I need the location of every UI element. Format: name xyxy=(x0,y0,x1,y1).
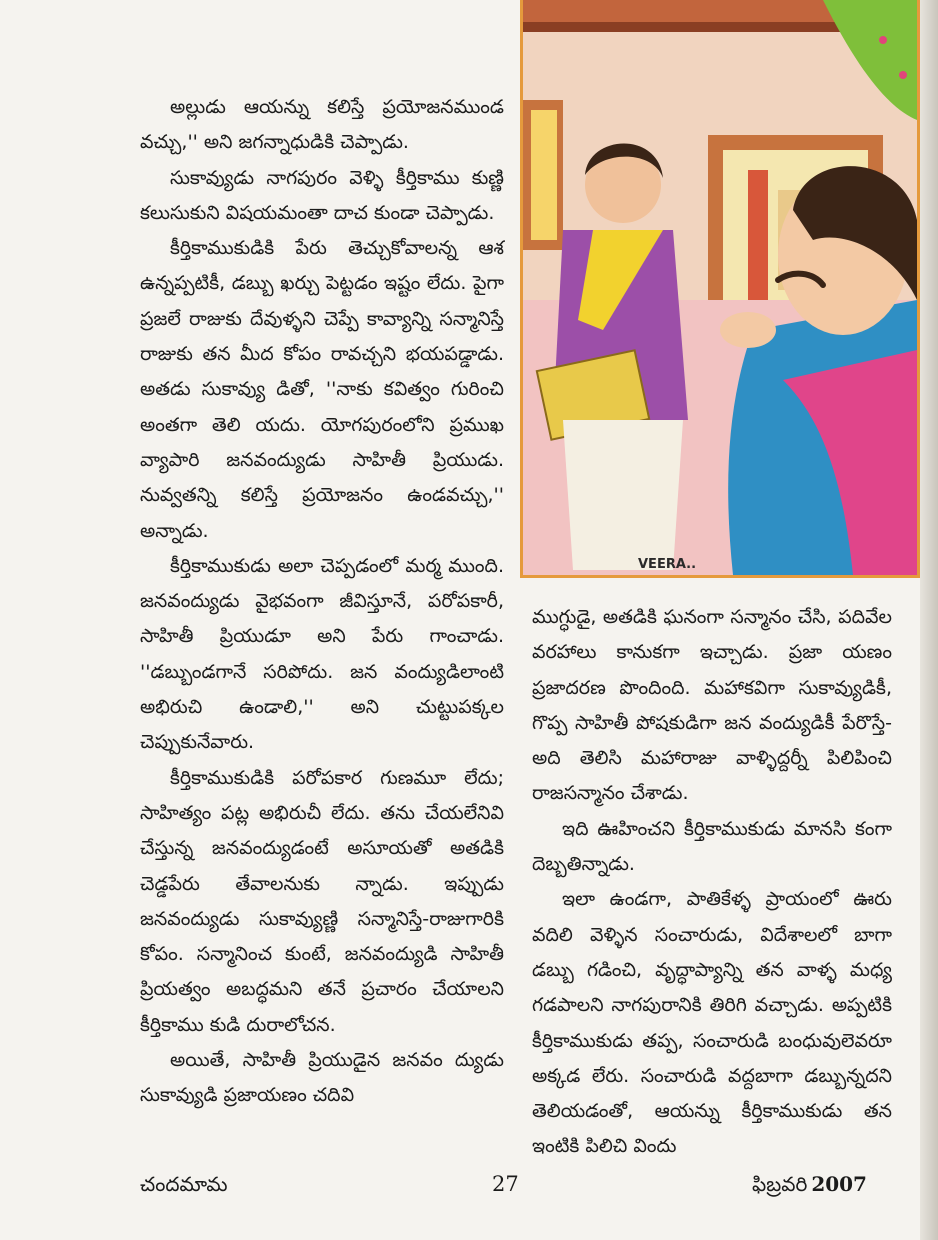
pillar xyxy=(748,170,768,310)
paragraph: అల్లుడు ఆయన్ను కలిస్తే ప్రయోజనముండ వచ్చు,'' అని జగన్నాధుడికి చెప్పాడు. xyxy=(140,96,504,154)
merchant-hand xyxy=(720,312,776,348)
poet-dhoti xyxy=(563,420,683,570)
issue-month: ఫిబ్రవరి xyxy=(752,1172,808,1196)
story-illustration xyxy=(520,0,920,578)
ceiling-beam xyxy=(523,0,843,22)
illustration-scene xyxy=(523,0,917,575)
page-edge-shadow xyxy=(920,0,938,1240)
paragraph: కీర్తికాముకుడికి పేరు తెచ్చుకోవాలన్న ఆశ ఉన్నప్పటికీ, డబ్బు ఖర్చు పెట్టడం ఇష్టం లేదు. పైగా ప్రజలే రాజుకు దేవుళ్ళని చెప్పే కావ్యాన్ని సన్మానిస్తే రాజుకు తన మీద కోపం రావచ్చని భయపడ్డాడు. అతడు సుకావ్యు డితో, ''నాకు కవిత్వం గురించి అంతగా తెలి యదు. యోగపురంలోని ప్రముఖ వ్యాపారి జనవంద్యుడు సాహితీ ప్రియుడు. నువ్వతన్ని కలిస్తే ప్రయోజనం ఉండవచ్చు,'' అన్నాడు. xyxy=(140,237,504,542)
paragraph: ఇది ఊహించని కీర్తికాముకుడు మానసి కంగా దెబ్బతిన్నాడు. xyxy=(532,817,892,876)
ceiling-beam-shadow xyxy=(523,22,843,32)
left-text-column xyxy=(140,90,504,1114)
window-pane xyxy=(531,110,557,240)
issue-date xyxy=(752,1172,867,1201)
paragraph: సుకావ్యుడు నాగపురం వెళ్ళి కీర్తికాము కుణ్ణి కలుసుకుని విషయమంతా దాచ కుండా చెప్పాడు. xyxy=(140,166,504,224)
paragraph: ముగ్ధుడై, అతడికి ఘనంగా సన్మానం చేసి, పదివేల వరహాలు కానుకగా ఇచ్చాడు. ప్రజా యణం ప్రజాదరణ పొందింది. మహాకవిగా సుకావ్యుడికీ, గొప్ప సాహితీ పోషకుడిగా జన వంద్యుడికీ పేరొస్తే-అది తెలిసి మహారాజు వాళ్ళిద్దర్నీ పిలిపించి రాజసన్మానం చేశాడు. xyxy=(532,606,892,805)
paragraph: కీర్తికాముకుడు అలా చెప్పడంలో మర్మ ముంది. జనవంద్యుడు వైభవంగా జీవిస్తూనే, పరోపకారీ, సాహితీ ప్రియుడూ అని పేరు గాంచాడు. ''డబ్బుండగానే సరిపోదు. జన వంద్యుడిలాంటి అభిరుచి ఉండాలి,'' అని చుట్టుపక్కల చెప్పుకునేవారు. xyxy=(140,554,504,754)
paragraph: అయితే, సాహితీ ప్రియుడైన జనవం ద్యుడు సుకావ్యుడి ప్రజాయణం చదివి xyxy=(140,1049,504,1107)
curtain-dot xyxy=(879,36,887,44)
right-text-column xyxy=(532,600,892,1165)
magazine-name: చందమామ xyxy=(140,1172,228,1196)
page-number: 27 xyxy=(492,1172,519,1196)
artist-signature: VEERA.. xyxy=(638,557,697,572)
curtain-dot xyxy=(899,71,907,79)
paragraph: కీర్తికాముకుడికి పరోపకార గుణమూ లేదు; సాహిత్యం పట్ల అభిరుచీ లేదు. తను చేయలేనివి చేస్తున్న జనవంద్యుడంటే అసూయతో అతడికి చెడ్డపేరు తేవాలనుకు న్నాడు. ఇప్పుడు జనవంద్యుడు సుకావ్యుణ్ణి సన్మానిస్తే-రాజుగారికి కోపం. సన్మానించ కుంటే, జనవంద్యుడి సాహితీ ప్రియత్వం అబద్ధమని తనే ప్రచారం చేయాలని కీర్తికాము కుడి దురాలోచన. xyxy=(140,766,504,1036)
issue-year: 2007 xyxy=(811,1172,867,1196)
paragraph: ఇలా ఉండగా, పాతికేళ్ళ ప్రాయంలో ఊరు వదిలి వెళ్ళిన సంచారుడు, విదేశాలలో బాగా డబ్బు గడించి, వృద్ధాప్యాన్ని తన వాళ్ళ మధ్య గడపాలని నాగపురానికి తిరిగి వచ్చాడు. అప్పటికి కీర్తికాముకుడు తప్ప, సంచారుడి బంధువులెవరూ అక్కడ లేరు. సంచారుడి వద్దబాగా డబ్బున్నదని తెలియడంతో, ఆయన్ను కీర్తికాముకుడు తన ఇంటికి పిలిచి విందు xyxy=(532,888,892,1158)
